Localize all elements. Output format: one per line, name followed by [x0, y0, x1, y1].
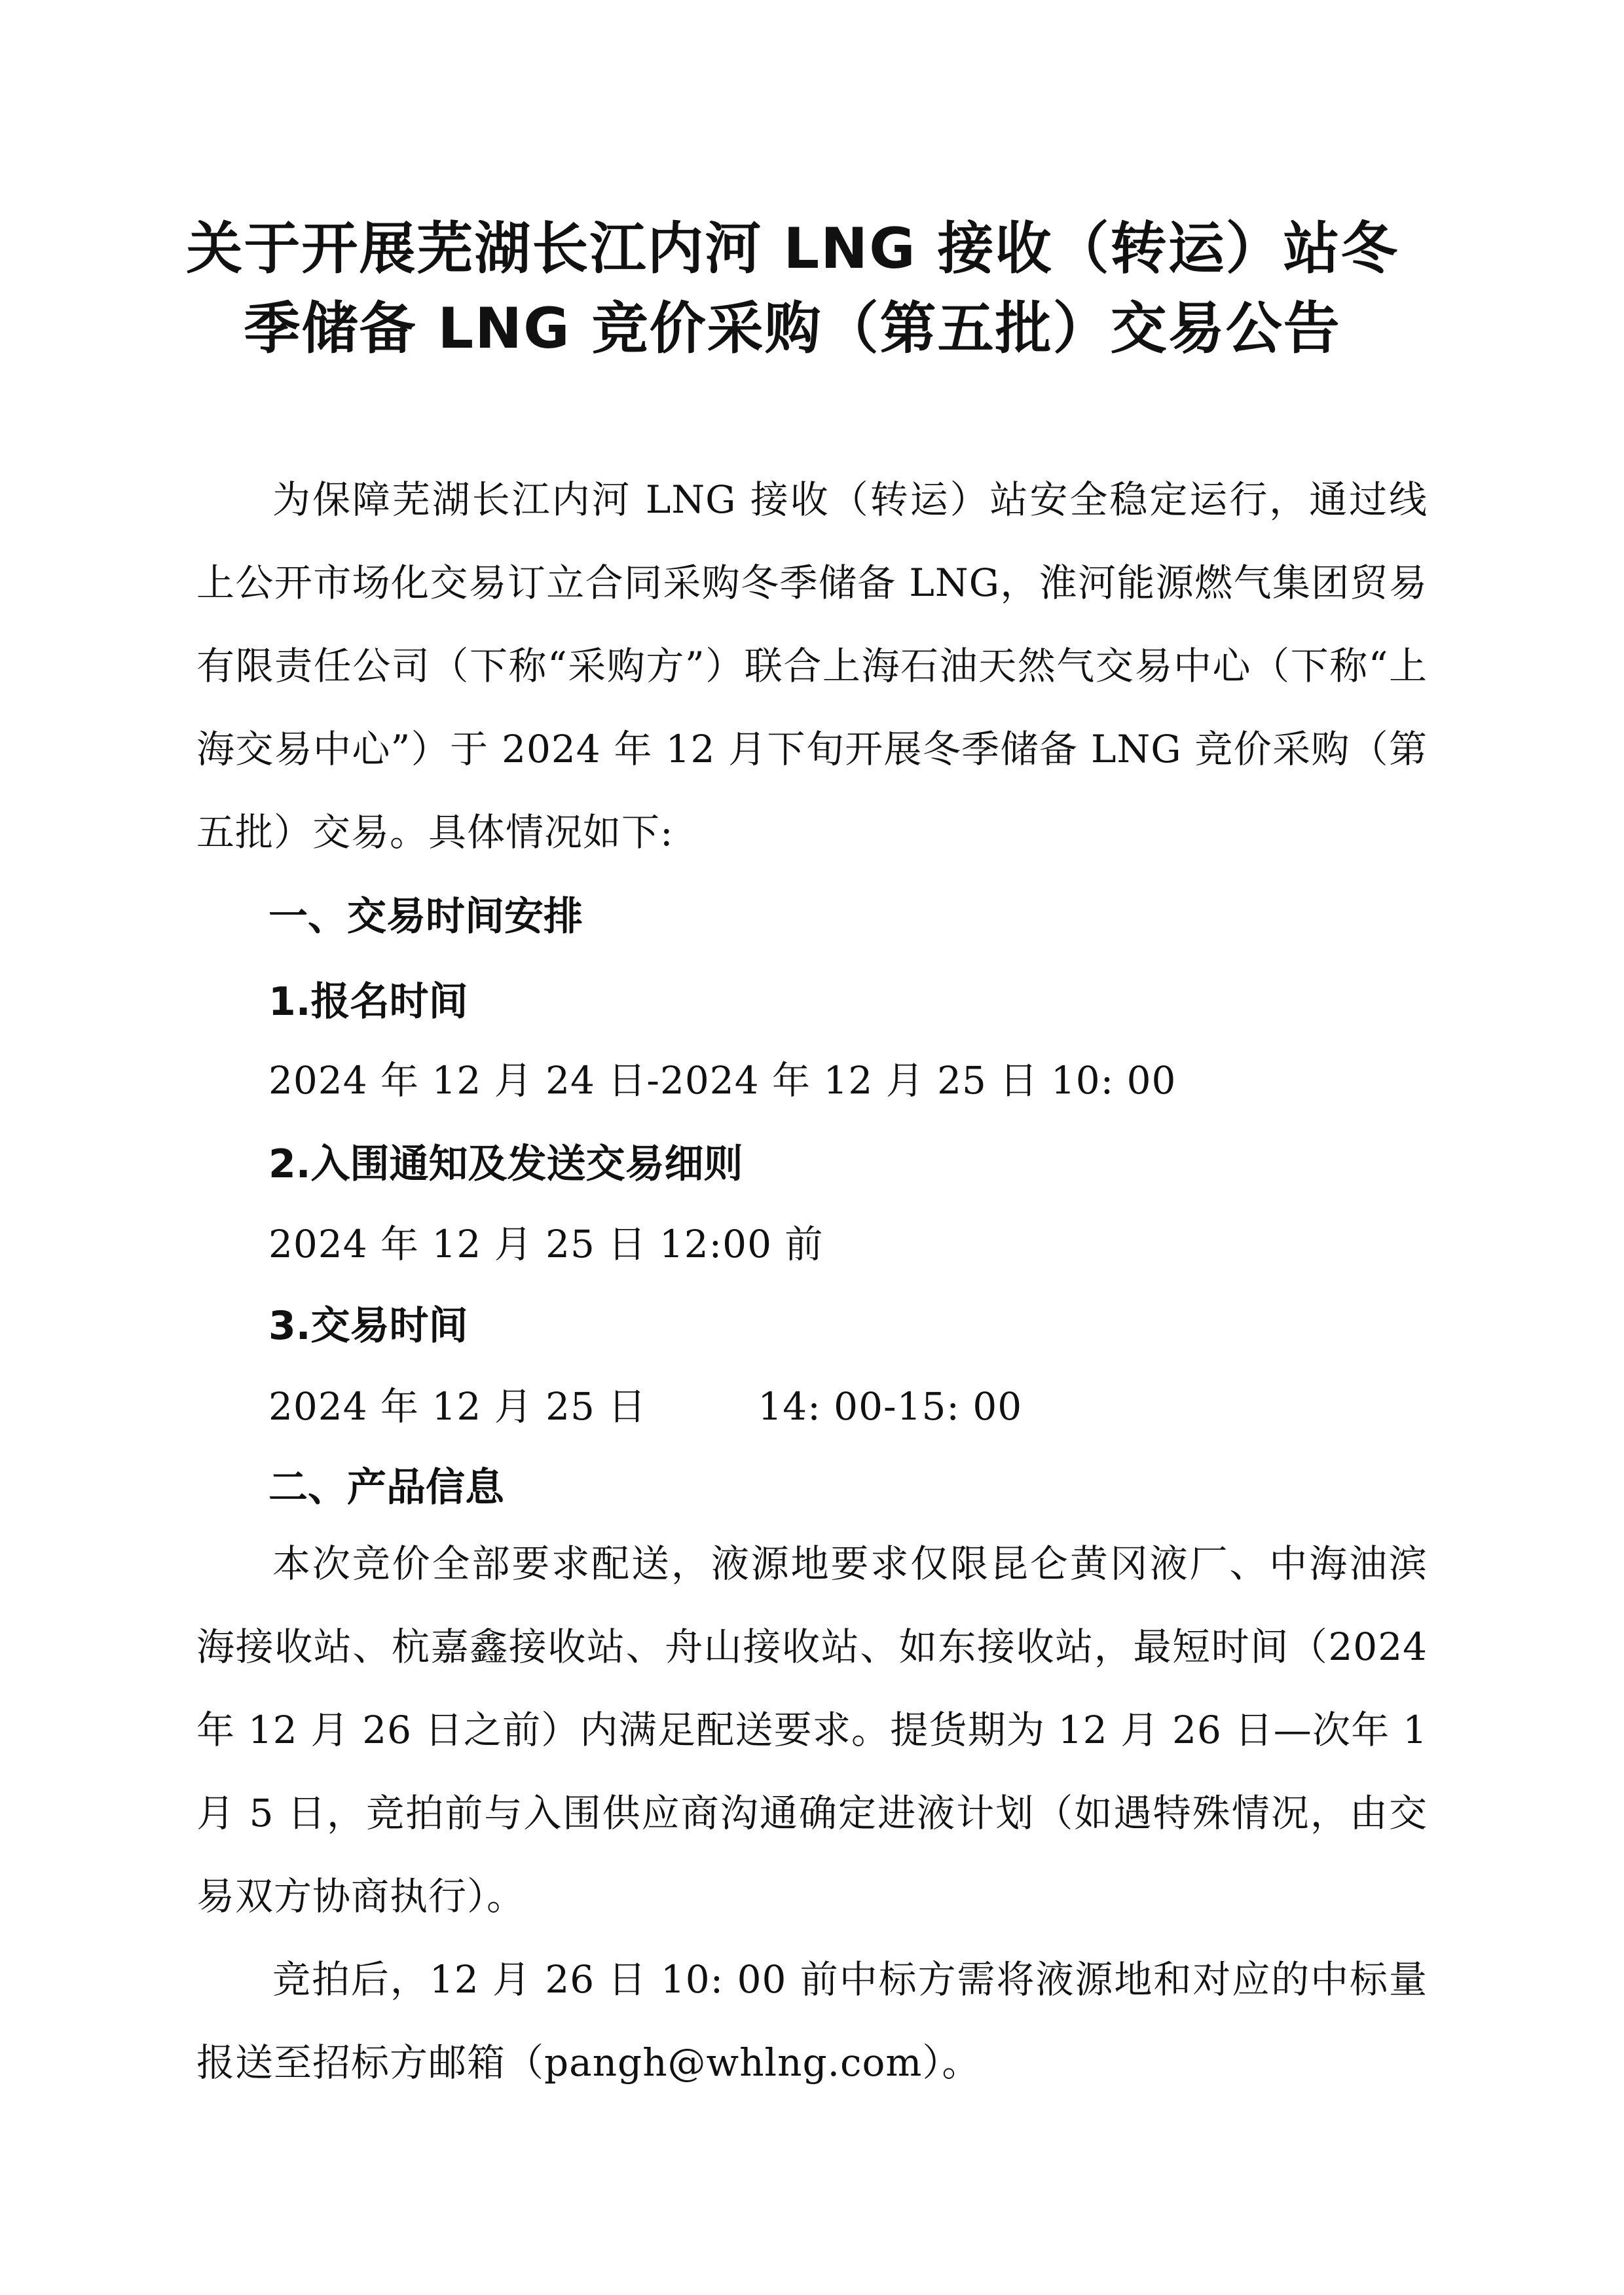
product-info-paragraph: 本次竞价全部要求配送，液源地要求仅限昆仑黄冈液厂、中海油滨海接收站、杭嘉鑫接收站、舟山接收站、如东接收站，最短时间（2024 年 12 月 26 日之前）内满足配送要求。提货期为 12 月 26 日—次年 1 月 5 日，竞拍前与入围供应商沟通确定进液计划（如遇特殊情况，由交易双方协商执行）。 — [196, 1541, 1428, 1919]
intro-paragraph: 为保障芜湖长江内河 LNG 接收（转运）站安全稳定运行，通过线上公开市场化交易订立合同采购冬季储备 LNG，淮河能源燃气集团贸易有限责任公司（下称“采购方”）联合上海石油天然气交易中心（下称“上海交易中心”）于 2024 年 12 月下旬开展冬季储备 LNG 竞价采购（第五批）交易。具体情况如下: — [196, 477, 1428, 854]
shortlist-notice-label: 2.入围通知及发送交易细则 — [268, 1141, 743, 1187]
document-title-line-2: 季储备 LNG 竞价采购（第五批）交易公告 — [244, 296, 1341, 361]
trading-date: 2024 年 12 月 25 日 — [268, 1384, 647, 1429]
trading-time-label: 3.交易时间 — [268, 1303, 468, 1349]
document-title-line-1: 关于开展芜湖长江内河 LNG 接收（转运）站冬 — [186, 216, 1399, 282]
post-auction-paragraph: 竞拍后，12 月 26 日 10: 00 前中标方需将液源地和对应的中标量报送至招标方邮箱（pangh@whlng.com）。 — [196, 1957, 1428, 2085]
section-1-heading: 一、交易时间安排 — [268, 894, 583, 940]
section-2-heading: 二、产品信息 — [268, 1465, 504, 1511]
registration-time-value: 2024 年 12 月 24 日-2024 年 12 月 25 日 10: 00 — [268, 1058, 1177, 1103]
registration-time-label: 1.报名时间 — [268, 979, 468, 1025]
trading-hours: 14: 00-15: 00 — [758, 1384, 1023, 1429]
shortlist-notice-value: 2024 年 12 月 25 日 12:00 前 — [268, 1222, 824, 1266]
trading-time-value — [268, 1380, 1022, 1433]
